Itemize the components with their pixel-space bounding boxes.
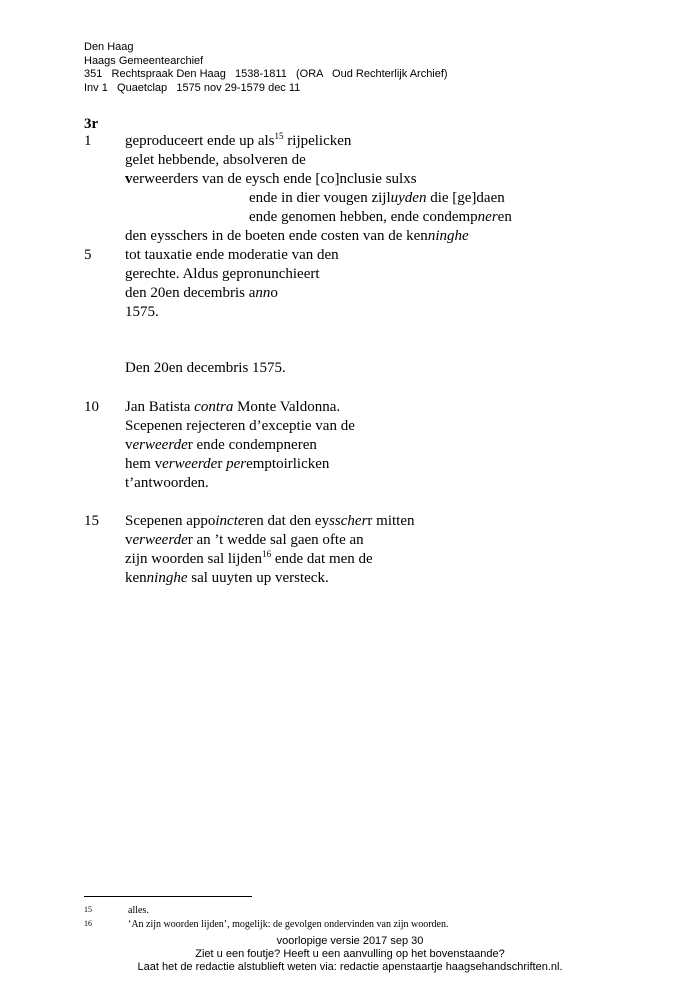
footnote-text: alles. xyxy=(128,905,149,916)
footnote-ref-15: 15 xyxy=(274,131,284,141)
line-number-1: 1 xyxy=(84,133,92,149)
transcript-line: Jan Batista contra Monte Valdonna. xyxy=(125,399,341,415)
footnote-text: ‘An zijn woorden lijden’, mogelijk: de gevolgen ondervinden van zijn woorden. xyxy=(128,919,449,930)
footnote-ref-16: 16 xyxy=(262,549,272,559)
transcript-line: ende genomen hebben, ende condempneren xyxy=(249,209,512,225)
footer-question: Ziet u een foutje? Heeft u een aanvulling op het bovenstaande? xyxy=(195,948,505,960)
transcript-line: t’antwoorden. xyxy=(125,475,209,491)
transcript-line: gerechte. Aldus gepronunchieert xyxy=(125,266,320,282)
footer-contact: Laat het de redactie alstublieft weten via: redactie apenstaartje haagsehandschriften.nl. xyxy=(137,961,563,973)
footnote-number: 15 xyxy=(84,905,92,914)
footnote-divider xyxy=(84,896,252,897)
transcript-line: den eysschers in de boeten ende costen van de kenninghe xyxy=(125,228,469,244)
transcript-line: ende in dier vougen zijluyden die [ge]daen xyxy=(249,190,505,206)
transcript-line: zijn woorden sal lijden$^{16}$ ende dat men de xyxy=(125,549,373,567)
folio-label: 3r xyxy=(84,116,99,132)
transcript-line: hem verweerder peremptoirlicken xyxy=(125,456,330,472)
transcript-line: den 20en decembris anno xyxy=(125,285,278,301)
line-number-15: 15 xyxy=(84,513,99,529)
transcript-line: verweerder ende condempneren xyxy=(125,437,317,453)
transcript-line: gelet hebbende, absolveren de xyxy=(125,152,306,168)
transcript-line: verweerder an ’t wedde sal gaen ofte an xyxy=(125,532,364,548)
header-city: Den Haag xyxy=(84,41,134,53)
transcript-line: kenninghe sal uuyten up versteck. xyxy=(125,570,329,586)
footer-version: voorlopige versie 2017 sep 30 xyxy=(276,935,424,947)
transcript-line: verweerders van de eysch ende [co]nclusie sulxs xyxy=(125,171,417,187)
transcript-line: Scepenen rejecteren d’exceptie van de xyxy=(125,418,355,434)
header-archive: Haags Gemeentearchief xyxy=(84,54,204,67)
transcript-line: geproduceert ende up als$^{15}$ rijpelicken xyxy=(125,131,352,149)
header-collection: 351 Rechtspraak Den Haag 1538-1811 (ORA Oud Rechterlijk Archief) xyxy=(84,68,448,81)
footnote-number: 16 xyxy=(84,919,92,928)
transcript-line: 1575. xyxy=(125,304,159,320)
archive-header xyxy=(84,41,448,95)
header-inventory: Inv 1 Quaetclap 1575 nov 29-1579 dec 11 xyxy=(84,81,301,94)
transcript-line: Den 20en decembris 1575. xyxy=(125,360,286,376)
transcript-line: Scepenen appoincteren dat den eysscherr mitten xyxy=(125,513,415,529)
transcript-line: tot tauxatie ende moderatie van den xyxy=(125,247,339,263)
line-number-5: 5 xyxy=(84,247,92,263)
line-number-10: 10 xyxy=(84,399,99,415)
